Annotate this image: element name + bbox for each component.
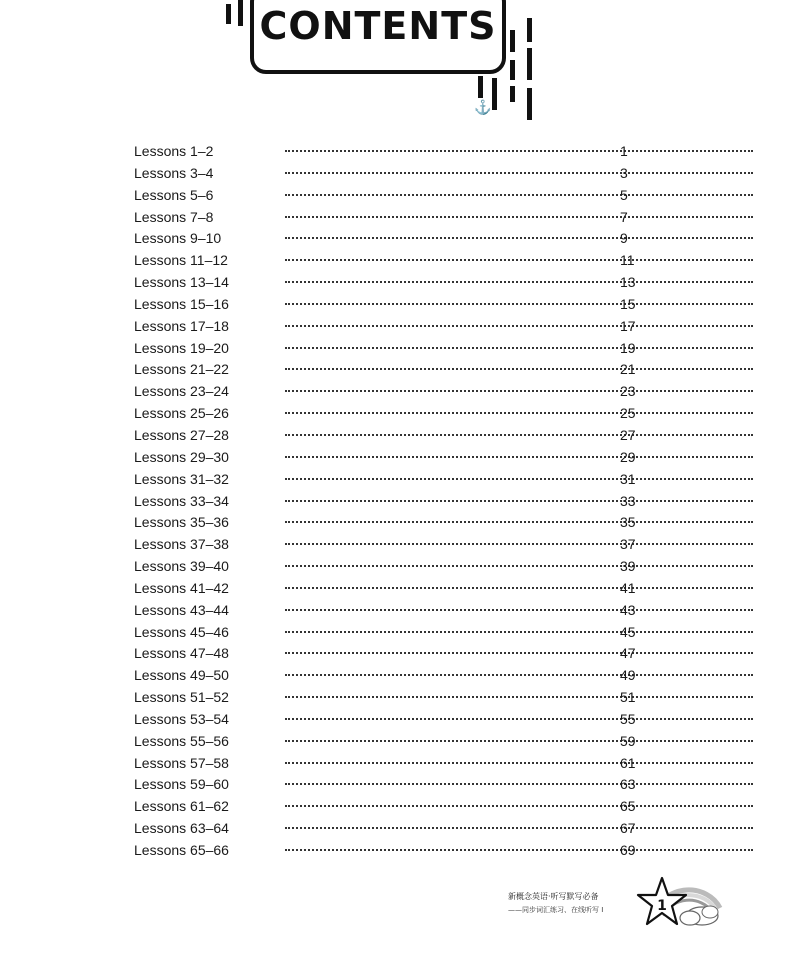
toc-dot-leader xyxy=(285,216,753,218)
toc-entry-label: Lessons 59–60 xyxy=(134,776,229,793)
toc-entry-label: Lessons 21–22 xyxy=(134,361,229,378)
toc-entry[interactable] xyxy=(134,490,644,512)
toc-entry-label: Lessons 23–24 xyxy=(134,383,229,400)
toc-entry-label: Lessons 13–14 xyxy=(134,274,229,291)
cloud-icon xyxy=(680,906,718,925)
toc-entry[interactable] xyxy=(134,664,644,686)
toc-entry[interactable] xyxy=(134,817,644,839)
toc-entry[interactable] xyxy=(134,184,644,206)
toc-entry-page-number: 47 xyxy=(620,645,636,662)
toc-entry-page-number: 39 xyxy=(620,558,636,575)
toc-dot-leader xyxy=(285,500,753,502)
decor-bar xyxy=(226,4,231,24)
toc-entry-label: Lessons 49–50 xyxy=(134,667,229,684)
toc-entry[interactable] xyxy=(134,293,644,315)
toc-dot-leader xyxy=(285,674,753,676)
toc-entry-label: Lessons 37–38 xyxy=(134,536,229,553)
toc-entry-page-number: 25 xyxy=(620,405,636,422)
toc-entry[interactable] xyxy=(134,402,644,424)
toc-dot-leader xyxy=(285,805,753,807)
toc-dot-leader xyxy=(285,303,753,305)
toc-entry[interactable] xyxy=(134,511,644,533)
toc-entry[interactable] xyxy=(134,839,644,861)
toc-entry-label: Lessons 27–28 xyxy=(134,426,229,443)
toc-entry-label: Lessons 17–18 xyxy=(134,317,229,334)
toc-entry[interactable] xyxy=(134,708,644,730)
toc-entry[interactable] xyxy=(134,555,644,577)
toc-entry[interactable] xyxy=(134,446,644,468)
toc-entry[interactable] xyxy=(134,424,644,446)
toc-entry-page-number: 11 xyxy=(620,252,635,269)
toc-dot-leader xyxy=(285,521,753,523)
toc-entry[interactable] xyxy=(134,795,644,817)
toc-entry[interactable] xyxy=(134,533,644,555)
toc-entry[interactable] xyxy=(134,249,644,271)
toc-entry-page-number: 49 xyxy=(620,667,636,684)
toc-dot-leader xyxy=(285,849,753,851)
toc-entry-label: Lessons 65–66 xyxy=(134,842,229,858)
toc-entry-label: Lessons 33–34 xyxy=(134,492,229,509)
toc-entry-page-number: 17 xyxy=(620,317,636,334)
toc-entry-label: Lessons 41–42 xyxy=(134,579,229,596)
toc-entry-page-number: 55 xyxy=(620,710,636,727)
decor-bar xyxy=(510,60,515,80)
anchor-icon: ⚓ xyxy=(474,99,492,115)
toc-entry[interactable] xyxy=(134,642,644,664)
toc-entry[interactable] xyxy=(134,162,644,184)
decor-bar xyxy=(478,76,483,98)
toc-entry-page-number: 69 xyxy=(620,842,636,858)
toc-dot-leader xyxy=(285,543,753,545)
toc-dot-leader xyxy=(285,237,753,239)
decor-bar xyxy=(492,78,497,110)
toc-entry-page-number: 23 xyxy=(620,383,636,400)
toc-dot-leader xyxy=(285,587,753,589)
toc-entry-label: Lessons 63–64 xyxy=(134,820,229,837)
toc-entry[interactable] xyxy=(134,468,644,490)
toc-entry-label: Lessons 1–2 xyxy=(134,143,214,159)
toc-entry-label: Lessons 31–32 xyxy=(134,470,229,487)
toc-entry-page-number: 61 xyxy=(620,754,636,771)
toc-dot-leader xyxy=(285,434,753,436)
toc-entry[interactable] xyxy=(134,206,644,228)
toc-entry-label: Lessons 29–30 xyxy=(134,448,229,465)
toc-entry-page-number: 45 xyxy=(620,623,636,640)
toc-entry-page-number: 19 xyxy=(620,339,636,356)
toc-dot-leader xyxy=(285,631,753,633)
toc-entry[interactable] xyxy=(134,730,644,752)
toc-entry-label: Lessons 61–62 xyxy=(134,798,229,815)
toc-entry-page-number: 31 xyxy=(620,470,636,487)
toc-entry-page-number: 65 xyxy=(620,798,636,815)
toc-entry[interactable] xyxy=(134,621,644,643)
toc-dot-leader xyxy=(285,412,753,414)
toc-entry-page-number: 67 xyxy=(620,820,636,837)
page-title: CONTENTS xyxy=(259,4,497,48)
toc-dot-leader xyxy=(285,652,753,654)
toc-dot-leader xyxy=(285,565,753,567)
toc-entry-page-number: 43 xyxy=(620,601,636,618)
toc-entry-page-number: 51 xyxy=(620,689,636,706)
toc-entry-page-number: 9 xyxy=(620,230,628,247)
toc-entry-label: Lessons 15–16 xyxy=(134,295,229,312)
toc-entry-label: Lessons 53–54 xyxy=(134,710,229,727)
toc-entry-label: Lessons 57–58 xyxy=(134,754,229,771)
decor-bar xyxy=(510,30,515,52)
toc-entry[interactable] xyxy=(134,271,644,293)
toc-entry[interactable] xyxy=(134,315,644,337)
toc-entry-page-number: 21 xyxy=(620,361,636,378)
toc-dot-leader xyxy=(285,783,753,785)
toc-entry-label: Lessons 3–4 xyxy=(134,164,214,181)
toc-dot-leader xyxy=(285,325,753,327)
toc-dot-leader xyxy=(285,718,753,720)
toc-entry[interactable] xyxy=(134,773,644,795)
toc-entry-page-number: 35 xyxy=(620,514,636,531)
toc-entry-label: Lessons 39–40 xyxy=(134,558,229,575)
toc-entry-page-number: 15 xyxy=(620,295,636,312)
toc-dot-leader xyxy=(285,740,753,742)
toc-entry[interactable] xyxy=(134,380,644,402)
title-frame xyxy=(250,0,506,74)
toc-dot-leader xyxy=(285,368,753,370)
toc-entry[interactable] xyxy=(134,686,644,708)
toc-entry-page-number: 33 xyxy=(620,492,636,509)
footer-decoration xyxy=(624,868,724,938)
toc-dot-leader xyxy=(285,456,753,458)
toc-entry-label: Lessons 11–12 xyxy=(134,252,228,269)
toc-dot-leader xyxy=(285,609,753,611)
toc-entry-page-number: 1 xyxy=(620,143,628,159)
toc-entry[interactable] xyxy=(134,752,644,774)
toc-entry-page-number: 27 xyxy=(620,426,636,443)
toc-dot-leader xyxy=(285,172,753,174)
toc-entry-page-number: 63 xyxy=(620,776,636,793)
toc-entry-label: Lessons 19–20 xyxy=(134,339,229,356)
toc-entry-page-number: 7 xyxy=(620,208,628,225)
toc-entry[interactable] xyxy=(134,337,644,359)
toc-dot-leader xyxy=(285,390,753,392)
toc-entry-label: Lessons 7–8 xyxy=(134,208,214,225)
toc-entry-label: Lessons 25–26 xyxy=(134,405,229,422)
toc-entry-label: Lessons 43–44 xyxy=(134,601,229,618)
toc-entry[interactable] xyxy=(134,577,644,599)
contents-header xyxy=(0,0,790,130)
toc-entry-page-number: 13 xyxy=(620,274,636,291)
toc-entry-label: Lessons 55–56 xyxy=(134,732,229,749)
toc-dot-leader xyxy=(285,762,753,764)
toc-dot-leader xyxy=(285,347,753,349)
toc-dot-leader xyxy=(285,281,753,283)
toc-entry-label: Lessons 51–52 xyxy=(134,689,229,706)
toc-entry[interactable] xyxy=(134,599,644,621)
toc-entry-label: Lessons 9–10 xyxy=(134,230,222,247)
toc-entry-page-number: 3 xyxy=(620,164,628,181)
book-subtitle: ——同步词汇练习、在线听写 I xyxy=(508,906,604,914)
toc-entry-label: Lessons 45–46 xyxy=(134,623,229,640)
toc-entry-label: Lessons 47–48 xyxy=(134,645,229,662)
toc-dot-leader xyxy=(285,827,753,829)
decor-bar xyxy=(527,48,532,80)
decor-bar xyxy=(238,0,243,26)
table-of-contents xyxy=(134,140,644,861)
decor-bar xyxy=(527,88,532,120)
book-title: 新概念英语·听写默写必备 xyxy=(508,892,599,901)
decor-bar xyxy=(527,18,532,42)
page-number: 1 xyxy=(657,898,667,914)
footer-book-info xyxy=(508,891,628,915)
toc-entry-page-number: 41 xyxy=(620,579,636,596)
toc-entry-page-number: 5 xyxy=(620,186,628,203)
toc-dot-leader xyxy=(285,696,753,698)
toc-dot-leader xyxy=(285,478,753,480)
toc-dot-leader xyxy=(285,259,753,261)
decor-bar xyxy=(510,86,515,102)
toc-entry[interactable] xyxy=(134,358,644,380)
toc-entry-label: Lessons 5–6 xyxy=(134,186,214,203)
toc-entry[interactable] xyxy=(134,140,644,162)
toc-entry-label: Lessons 35–36 xyxy=(134,514,229,531)
toc-entry-page-number: 37 xyxy=(620,536,636,553)
toc-dot-leader xyxy=(285,150,753,152)
toc-entry[interactable] xyxy=(134,227,644,249)
toc-entry-page-number: 29 xyxy=(620,448,636,465)
toc-entry-page-number: 59 xyxy=(620,732,636,749)
toc-dot-leader xyxy=(285,194,753,196)
